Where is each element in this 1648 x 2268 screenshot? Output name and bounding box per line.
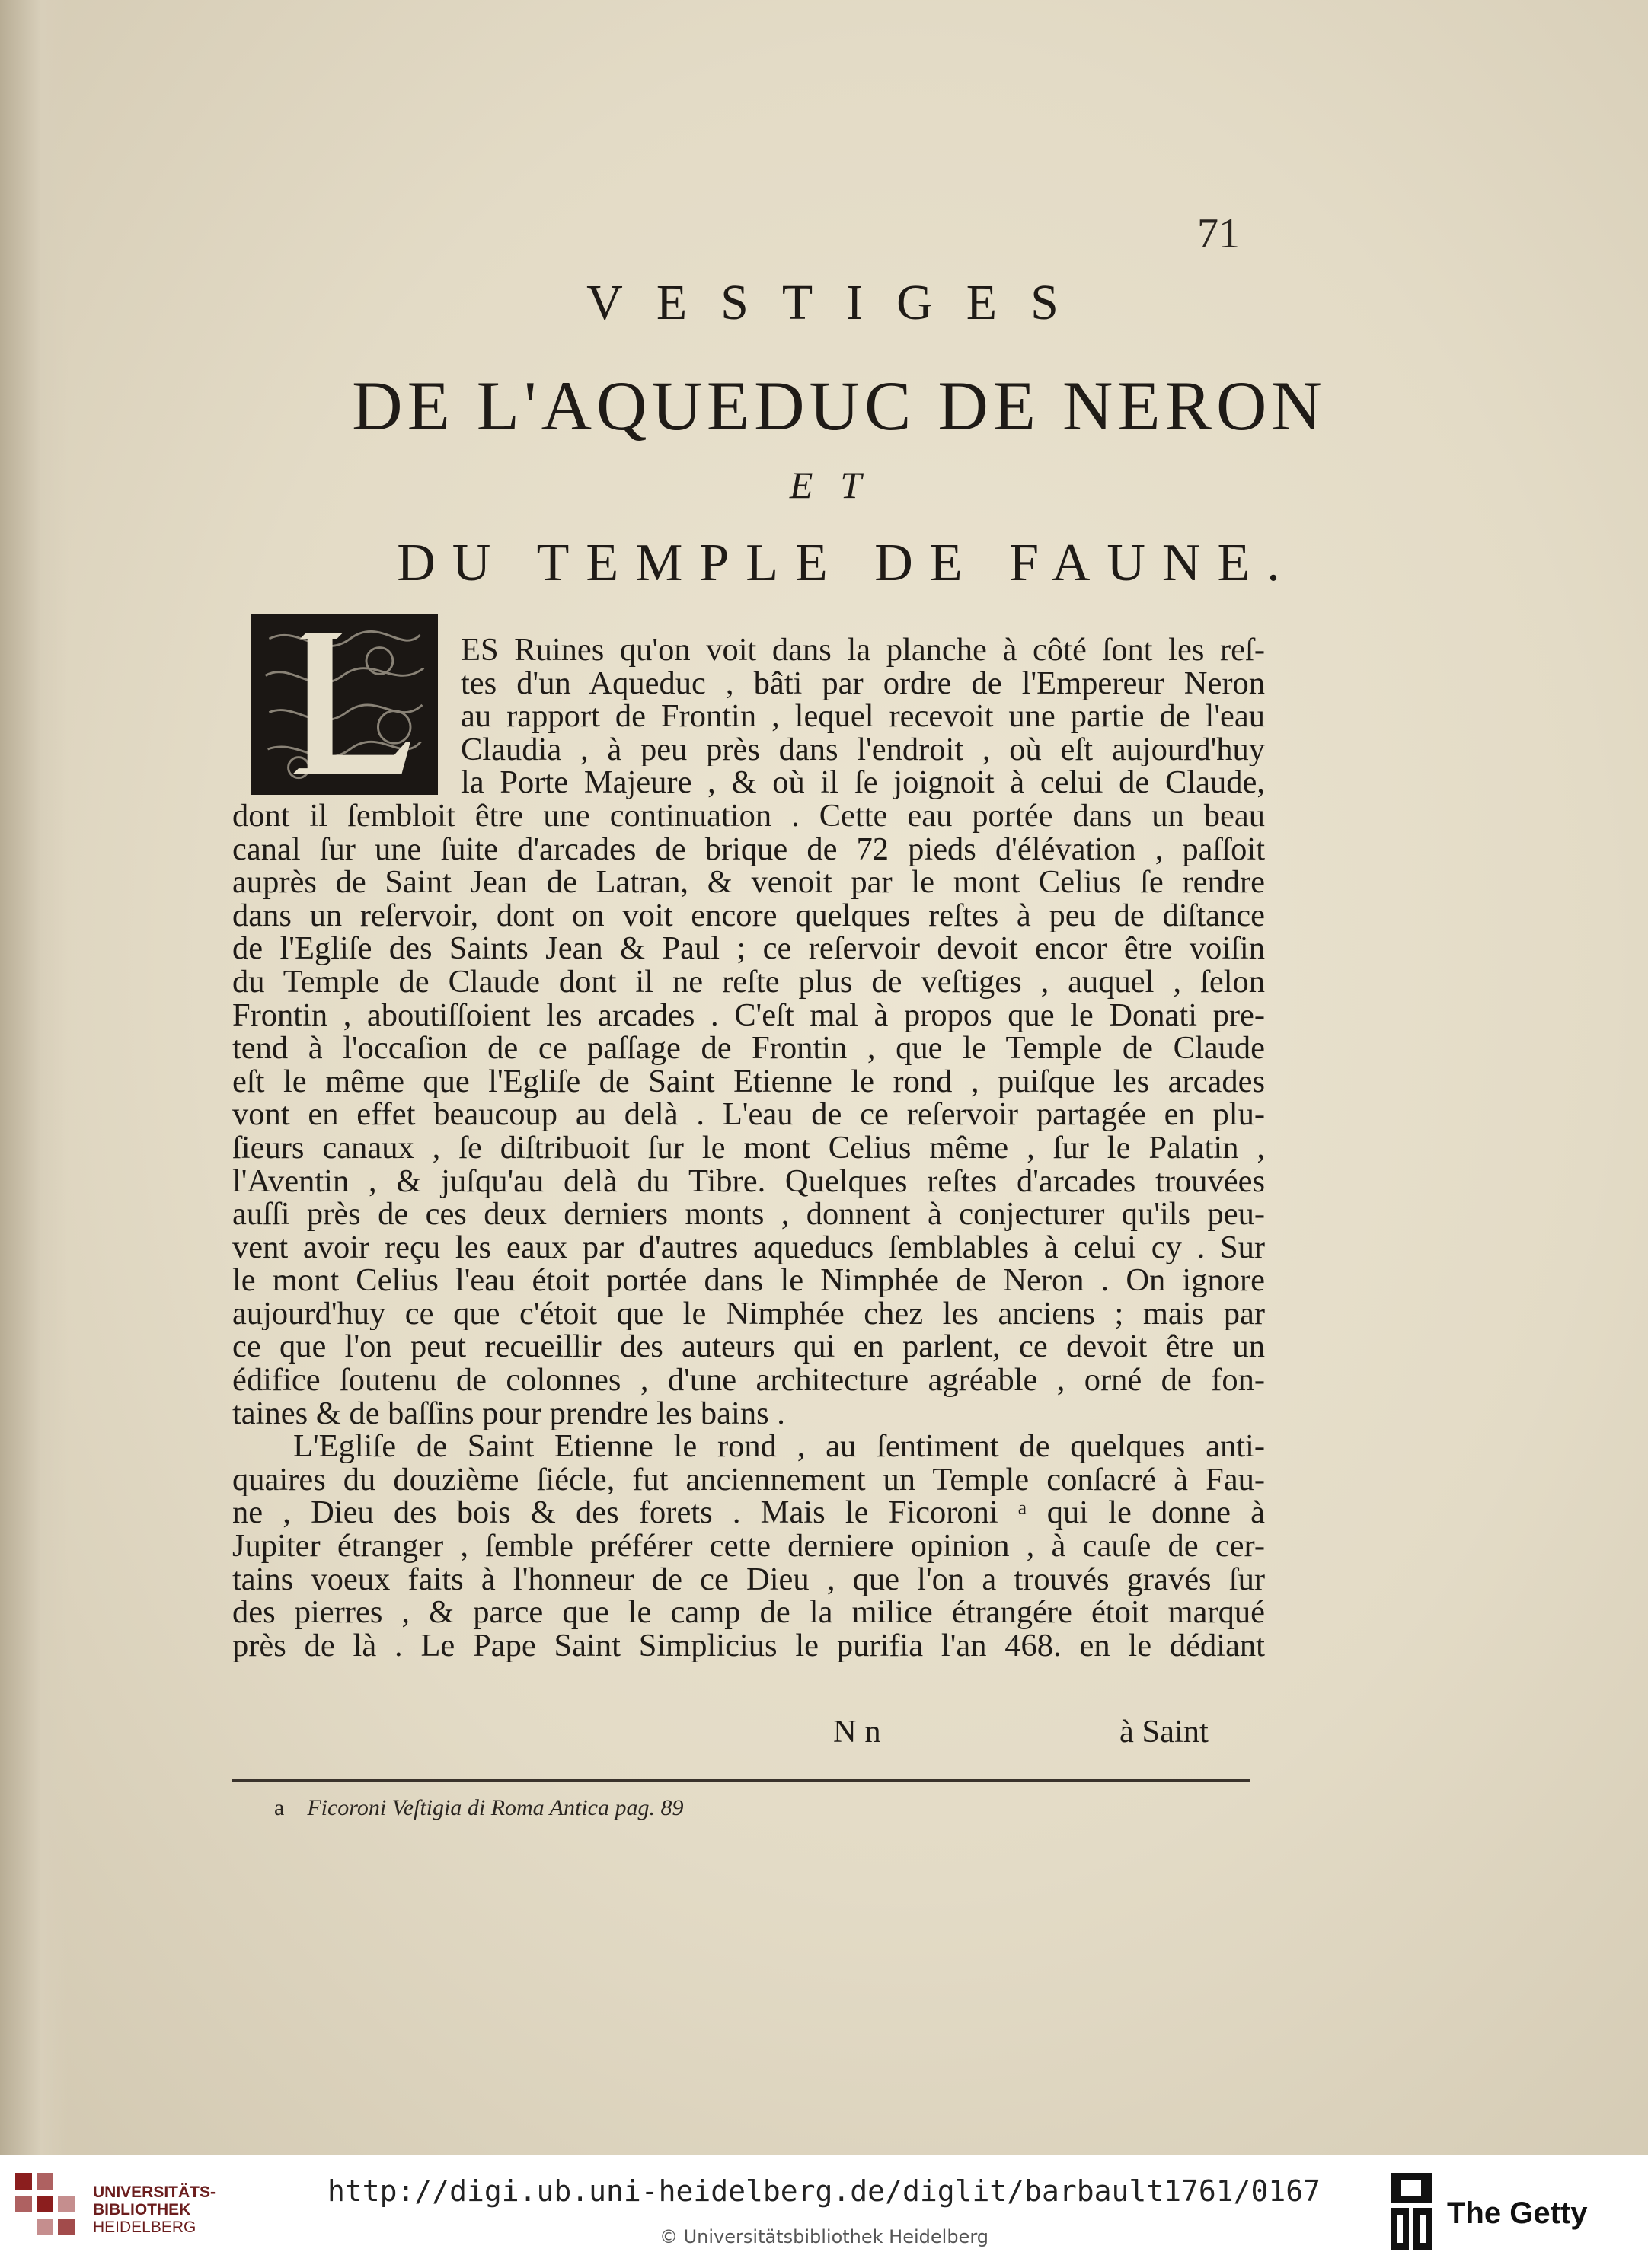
body-line: L'Egliſe de Saint Etienne le rond , au ſentiment de quelques anti-	[293, 1430, 1265, 1463]
library-name-line-1: UNIVERSITÄTS-	[93, 2183, 216, 2201]
body-line: le mont Celius l'eau étoit portée dans le Nimphée de Neron . On ignore	[232, 1264, 1265, 1297]
body-line: ES Ruines qu'on voit dans la planche à côté ſont les reſ-	[461, 633, 1265, 667]
footnote-text: Ficoroni Veſtigia di Roma Antica pag. 89	[307, 1795, 684, 1820]
body-line: tes d'un Aqueduc , bâti par ordre de l'Empereur Neron	[461, 666, 1265, 700]
body-text	[232, 633, 1265, 1662]
copyright-notice: © Universitätsbibliothek Heidelberg	[659, 2226, 988, 2247]
body-line: la Porte Majeure , & où il ſe joignoit à celui de Claude,	[461, 766, 1265, 799]
body-line: taines & de baſſins pour prendre les bains .	[232, 1396, 785, 1431]
library-name-line-2: BIBLIOTHEK	[93, 2201, 191, 2219]
getty-logo-icon[interactable]	[1388, 2170, 1435, 2254]
body-line: ce que l'on peut recueillir des auteurs qui en parlent, ce devoit être un	[232, 1330, 1265, 1364]
body-line: vent avoir reçu les eaux par d'autres aqueducs ſemblables à celui cy . Sur	[232, 1230, 1265, 1265]
body-line: au rapport de Frontin , lequel recevoit une partie de l'eau	[461, 700, 1265, 733]
body-line: dans un reſervoir, dont on voit encore quelques reſtes à peu de diſtance	[232, 898, 1265, 933]
body-line: dont il ſembloit être une continuation . Cette eau portée dans un beau	[232, 799, 1265, 833]
body-line: auſſi près de ces deux derniers monts , donnent à conjecturer qu'ils peu-	[232, 1198, 1265, 1231]
viewer-footer	[0, 2155, 1648, 2268]
body-line: Jupiter étranger , ſemble préférer cette derniere opinion , à cauſe de cer-	[232, 1530, 1265, 1563]
title-line-3: ET	[789, 464, 889, 506]
body-line: des pierres , & parce que le camp de la milice étrangére étoit marqué	[232, 1596, 1265, 1629]
body-line: auprès de Saint Jean de Latran, & venoit par le mont Celius ſe rendre	[232, 866, 1265, 899]
body-line: tend à l'occaſion de ce paſſage de Frontin , que le Temple de Claude	[232, 1032, 1265, 1065]
body-line: canal ſur une ſuite d'arcades de brique de 72 pieds d'élévation , paſſoit	[232, 832, 1265, 866]
getty-partner-name[interactable]: The Getty	[1447, 2196, 1588, 2230]
title-line-2: DE L'AQUEDUC DE NERON	[352, 367, 1327, 445]
footnote-rule	[232, 1779, 1250, 1782]
body-line: près de là . Le Pape Saint Simplicius le purifia l'an 468. en le dédiant	[232, 1628, 1265, 1663]
body-line: Claudia , à peu près dans l'endroit , où eſt aujourd'huy	[461, 732, 1265, 767]
catchword: à Saint	[1119, 1714, 1209, 1750]
footnote	[274, 1795, 683, 1821]
body-line: du Temple de Claude dont il ne reſte plus de veſtiges , auquel , ſelon	[232, 965, 1265, 999]
body-line: Frontin , aboutiſſoient les arcades . C'eſt mal à propos que le Donati pre-	[232, 998, 1265, 1032]
body-line: quaires du douzième ſiécle, fut anciennement un Temple conſacré à Fau-	[232, 1463, 1265, 1497]
body-line: édifice ſoutenu de colonnes , d'une architecture agréable , orné de fon-	[232, 1364, 1265, 1397]
footnote-mark: a	[274, 1795, 285, 1820]
signature-mark: N n	[833, 1714, 881, 1750]
body-line: de l'Egliſe des Saints Jean & Paul ; ce reſervoir devoit encor être voiſin	[232, 932, 1265, 965]
permalink-url[interactable]: http://digi.ub.uni-heidelberg.de/diglit/barbault1761/0167	[327, 2174, 1321, 2208]
page-number: 71	[1197, 210, 1240, 257]
body-line: aujourd'huy ce que c'étoit que le Nimphée chez les anciens ; mais par	[232, 1297, 1265, 1331]
title-line-4: DU TEMPLE DE FAUNE.	[397, 534, 1297, 592]
body-line: vont en effet beaucoup au delà . L'eau de ce reſervoir partagée en plu-	[232, 1098, 1265, 1131]
body-line: ſieurs canaux , ſe diſtribuoit ſur le mont Celius même , ſur le Palatin ,	[232, 1131, 1265, 1165]
body-line: tains voeux faits à l'honneur de ce Dieu , que l'on a trouvés gravés ſur	[232, 1562, 1265, 1597]
body-line: l'Aventin , & juſqu'au delà du Tibre. Quelques reſtes d'arcades trouvées	[232, 1164, 1265, 1198]
title-line-1: VESTIGES	[586, 275, 1092, 330]
body-line: eſt le même que l'Egliſe de Saint Etienne le rond , puiſque les arcades	[232, 1064, 1265, 1099]
library-city: HEIDELBERG	[93, 2219, 196, 2236]
body-line: ne , Dieu des bois & des forets . Mais le Ficoroni ᵃ qui le donne à	[232, 1496, 1265, 1530]
